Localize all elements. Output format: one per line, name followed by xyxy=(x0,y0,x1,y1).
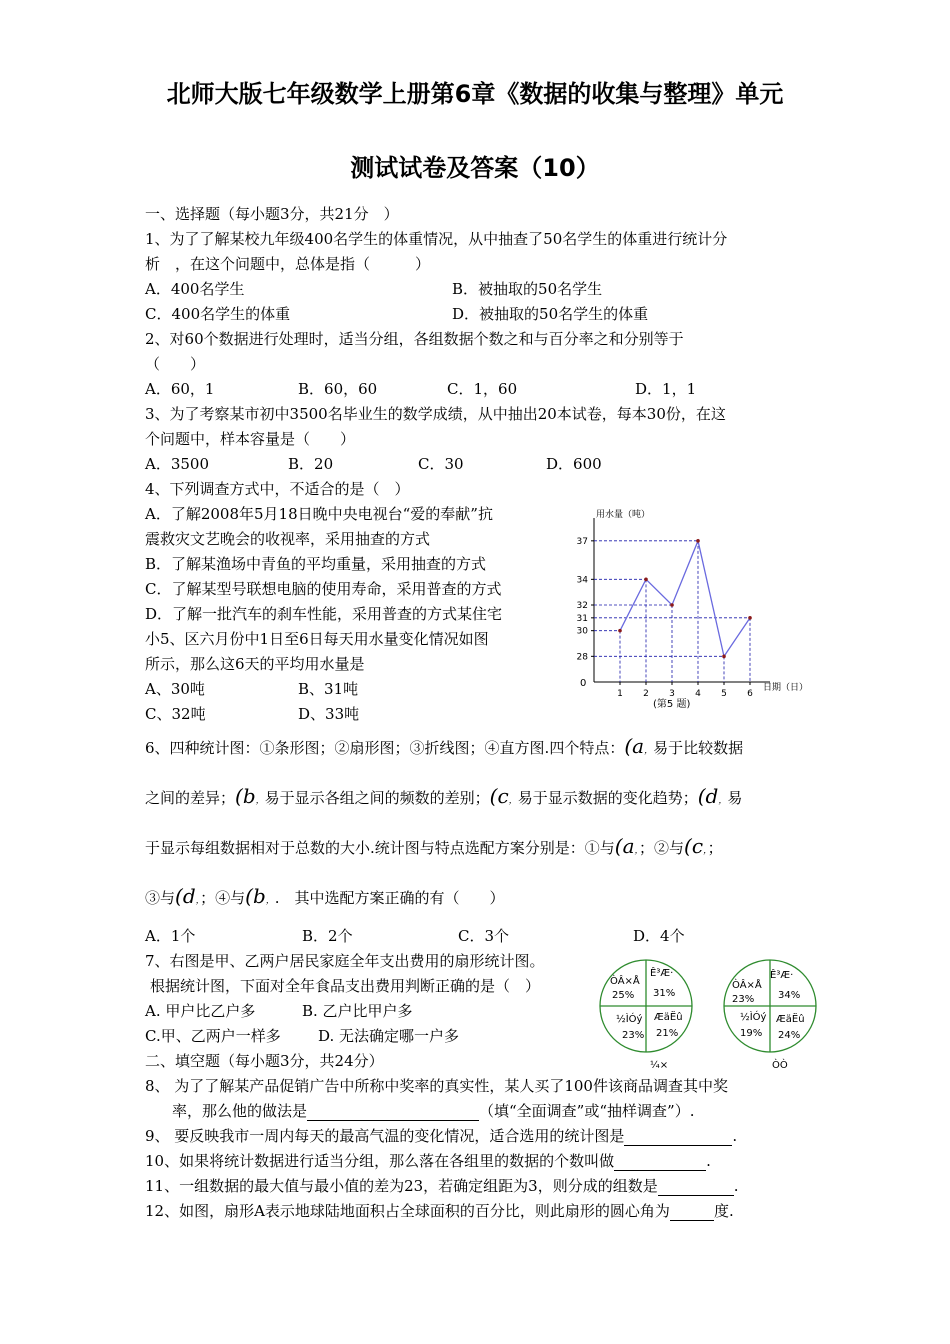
q6-line4-b: ；④与 xyxy=(200,889,246,907)
chart-y-tick-label: 28 xyxy=(576,652,588,663)
q7-option-c: C.甲、乙两户一样多 xyxy=(145,1027,281,1045)
q6-sub-mark: ， xyxy=(644,746,654,756)
q6-line3-b: ；②与 xyxy=(639,839,685,857)
q5-line1: 小5、区六月份中1日至6日每天用水量变化情况如图 xyxy=(145,630,489,648)
q2-option-a: A．60，1 xyxy=(145,380,215,398)
chart-data-point xyxy=(644,578,648,582)
chart-y-tick-label: 32 xyxy=(576,601,588,611)
pie-jia-caption: ¼× xyxy=(650,1060,669,1071)
pie-yi-bl-value: 19% xyxy=(740,1028,763,1039)
q1-line2: 析 ，在这个问题中，总体是指（ ） xyxy=(145,255,431,273)
q7-line2: 根据统计图，下面对全年食品支出费用判断正确的是（ ） xyxy=(150,977,541,995)
q12-tail: 度. xyxy=(713,1202,734,1220)
q6-line3 xyxy=(145,836,723,861)
pie-yi-bl-label: ½ÌÓý xyxy=(740,1012,767,1023)
q4-option-b: B．了解某渔场中青鱼的平均重量，采用抽查的方式 xyxy=(145,555,487,573)
q7-option-a: A. 甲户比乙户多 xyxy=(145,1002,256,1020)
chart-x-tick-label: 3 xyxy=(669,689,675,699)
q9-tail: . xyxy=(732,1127,738,1145)
q3-option-c: C．30 xyxy=(418,455,464,473)
q4-option-d: D．了解一批汽车的刹车性能，采用普查的方式某住宅 xyxy=(145,605,503,623)
q6-paren-c2: (c xyxy=(684,834,704,858)
q6-sub-mark: ， xyxy=(195,896,201,906)
q2-line1: 2、对60个数据进行处理时，适当分组，各组数据个数之和与百分率之和分别等于 xyxy=(145,330,684,348)
q8-line2-a: 率，那么他的做法是 xyxy=(172,1102,308,1120)
pie-yi-tr-value: 34% xyxy=(778,990,801,1001)
q6-paren-d: (d xyxy=(697,784,719,808)
pie-yi-tl-label: ÒÂ×Å xyxy=(732,980,762,991)
q10-text: 10、如果将统计数据进行适当分组，那么落在各组里的数据的个数叫做 xyxy=(145,1152,615,1170)
pie-yi-tl-value: 23% xyxy=(732,994,755,1005)
q3-line2: 个问题中，样本容量是（ ） xyxy=(145,430,356,448)
q5-line2: 所示，那么这6天的平均用水量是 xyxy=(145,655,365,673)
q6-line1-text: 6、四种统计图：①条形图；②扇形图；③折线图；④直方图.四个特点： xyxy=(145,739,625,757)
q1-line1: 1、为了了解某校九年级400名学生的体重情况，从中抽查了50名学生的体重进行统计分 xyxy=(145,230,728,248)
chart-data-point xyxy=(670,603,674,607)
chart-x-tick-label: 5 xyxy=(721,689,727,699)
q6-sub-mark: ， xyxy=(718,796,728,806)
q12-line xyxy=(145,1201,734,1221)
q6-line2-d: 易 xyxy=(727,789,743,807)
q6-line3-c: ； xyxy=(707,839,723,857)
q6-option-a: A．1个 xyxy=(145,927,196,945)
q2-option-c: C．1，60 xyxy=(447,380,518,398)
q9-answer-blank[interactable] xyxy=(624,1129,732,1146)
pie-jia-bl-label: ½ÌÓý xyxy=(616,1014,643,1025)
chart-x-tick-label: 1 xyxy=(617,689,623,699)
water-usage-line-chart xyxy=(570,500,815,715)
q5-option-a: A、30吨 xyxy=(145,680,205,698)
q7-option-b: B. 乙户比甲户多 xyxy=(302,1002,413,1020)
q10-answer-blank[interactable] xyxy=(614,1154,706,1171)
q10-tail: . xyxy=(706,1152,711,1170)
q9-text: 9、 要反映我市一周内每天的最高气温的变化情况，适合选用的统计图是 xyxy=(145,1127,625,1145)
q6-sub-mark: ， xyxy=(634,846,640,856)
q5-option-c: C、32吨 xyxy=(145,705,206,723)
q11-text: 11、一组数据的最大值与最小值的差为23，若确定组距为3，则分成的组数是 xyxy=(145,1177,658,1195)
chart-origin-label: 0 xyxy=(580,678,587,689)
q6-sub-mark: ， xyxy=(508,796,518,806)
q6-line2 xyxy=(145,786,742,811)
q1-option-c: C．400名学生的体重 xyxy=(145,305,291,323)
q7-line1: 7、右图是甲、乙两户居民家庭全年支出费用的扇形统计图。 xyxy=(145,952,545,970)
chart-y-tick-label: 31 xyxy=(576,613,588,624)
q6-line4-c: . 其中选配方案正确的有（ ） xyxy=(274,889,505,907)
pie-chart-yi xyxy=(722,956,832,1074)
q12-text: 12、如图，扇形A表示地球陆地面积占全球面积的百分比，则此扇形的圆心角为 xyxy=(145,1202,670,1220)
chart-x-tick-label: 2 xyxy=(643,689,649,699)
chart-xlabel: 日期（日） xyxy=(763,683,809,693)
q6-line2-c: 易于显示数据的变化趋势； xyxy=(517,789,698,807)
q7-option-d: D. 无法确定哪一户多 xyxy=(318,1027,460,1045)
q8-line2 xyxy=(172,1101,694,1121)
chart-data-point xyxy=(748,616,752,620)
chart-y-tick-label: 37 xyxy=(576,536,588,547)
q4-line1: 4、下列调查方式中，不适合的是（ ） xyxy=(145,480,410,498)
chart-ylabel: 用水量（吨） xyxy=(596,510,651,520)
q6-option-c: C．3个 xyxy=(458,927,510,945)
section1-heading: 一、选择题（每小题3分，共21分 ） xyxy=(145,205,399,223)
q6-sub-mark: ， xyxy=(265,896,275,906)
pie-jia-tl-value: 25% xyxy=(612,990,635,1001)
pie-jia-tl-label: ÒÂ×Å xyxy=(610,976,640,987)
q1-option-b: B．被抽取的50名学生 xyxy=(452,280,603,298)
q6-paren-a: (a xyxy=(624,734,645,758)
q6-paren-b2: (b xyxy=(245,884,266,908)
pie-jia-br-label: ÆäËû xyxy=(654,1012,683,1023)
page-title-line1: 北师大版七年级数学上册第6章《数据的收集与整理》单元 xyxy=(166,80,784,108)
q6-paren-a2: (a xyxy=(614,834,635,858)
chart-y-tick-label: 34 xyxy=(576,575,588,586)
chart-y-tick-label: 30 xyxy=(576,626,588,637)
q6-line3-a: 于显示每组数据相对于总数的大小.统计图与特点选配方案分别是：①与 xyxy=(145,839,615,857)
q6-option-d: D．4个 xyxy=(633,927,685,945)
pie-jia-bl-value: 23% xyxy=(622,1030,645,1041)
q6-paren-d2: (d xyxy=(175,884,196,908)
pie-chart-jia xyxy=(598,956,708,1074)
q3-line1: 3、为了考察某市初中3500名毕业生的数学成绩，从中抽出20本试卷，每本30份，在这 xyxy=(145,405,726,423)
q1-option-a: A．400名学生 xyxy=(145,280,245,298)
q2-option-b: B．60，60 xyxy=(298,380,378,398)
pie-yi-tr-label: Ê³Æ· xyxy=(770,970,794,981)
q10-line xyxy=(145,1151,711,1171)
q6-line2-a: 之间的差异； xyxy=(145,789,236,807)
q4-option-a-line1: A．了解2008年5月18日晚中央电视台“爱的奉献”抗 xyxy=(145,505,493,523)
chart-series-line xyxy=(620,541,750,657)
q8-line2-b: （填“全面调查”或“抽样调查”）. xyxy=(479,1102,695,1120)
q8-answer-blank[interactable] xyxy=(307,1104,479,1121)
q6-paren-b: (b xyxy=(235,784,256,808)
q5-option-b: B、31吨 xyxy=(298,680,359,698)
q6-line4-a: ③与 xyxy=(145,889,176,907)
q6-line1 xyxy=(145,736,743,761)
page-title-line2: 测试试卷及答案（10） xyxy=(350,154,600,182)
q5-option-d: D、33吨 xyxy=(298,705,360,723)
chart-caption: (第5 题) xyxy=(653,699,691,710)
pie-yi-br-value: 24% xyxy=(778,1030,801,1041)
pie-jia-tr-label: Ê³Æ· xyxy=(650,968,674,979)
q6-sub-mark: ， xyxy=(703,846,708,856)
q4-option-c: C．了解某型号联想电脑的使用寿命，采用普查的方式 xyxy=(145,580,502,598)
chart-data-point xyxy=(722,655,726,659)
q3-option-d: D．600 xyxy=(546,455,602,473)
q12-answer-blank[interactable] xyxy=(670,1204,714,1221)
q8-line1: 8、 为了了解某产品促销广告中所称中奖率的真实性，某人买了100件该商品调查其中奖 xyxy=(145,1077,728,1095)
q6-paren-c: (c xyxy=(489,784,509,808)
q6-line4 xyxy=(145,886,505,911)
chart-data-point xyxy=(696,539,700,543)
q11-answer-blank[interactable] xyxy=(658,1179,734,1196)
q2-option-d: D．1，1 xyxy=(635,380,697,398)
chart-x-tick-label: 4 xyxy=(695,689,701,699)
chart-x-tick-label: 6 xyxy=(747,689,753,699)
q4-option-a-line2: 震救灾文艺晚会的收视率，采用抽查的方式 xyxy=(145,530,431,548)
q6-line2-b: 易于显示各组之间的频数的差别； xyxy=(264,789,490,807)
q6-line1-tail: 易于比较数据 xyxy=(653,739,744,757)
pie-yi-br-label: ÆäËû xyxy=(776,1014,805,1025)
q1-option-d: D．被抽取的50名学生的体重 xyxy=(452,305,649,323)
q6-option-b: B．2个 xyxy=(302,927,353,945)
section2-heading: 二、填空题（每小题3分，共24分） xyxy=(145,1052,384,1070)
chart-data-point xyxy=(618,629,622,633)
q3-option-a: A．3500 xyxy=(145,455,210,473)
q3-option-b: B．20 xyxy=(288,455,334,473)
q2-line2: （ ） xyxy=(145,355,206,373)
q9-line xyxy=(145,1126,737,1146)
q6-sub-mark: ， xyxy=(255,796,265,806)
q11-tail: . xyxy=(733,1177,739,1195)
pie-yi-caption: ÒÒ xyxy=(772,1060,788,1071)
q11-line xyxy=(145,1176,739,1196)
pie-jia-tr-value: 31% xyxy=(653,988,676,999)
pie-jia-br-value: 21% xyxy=(656,1028,679,1039)
